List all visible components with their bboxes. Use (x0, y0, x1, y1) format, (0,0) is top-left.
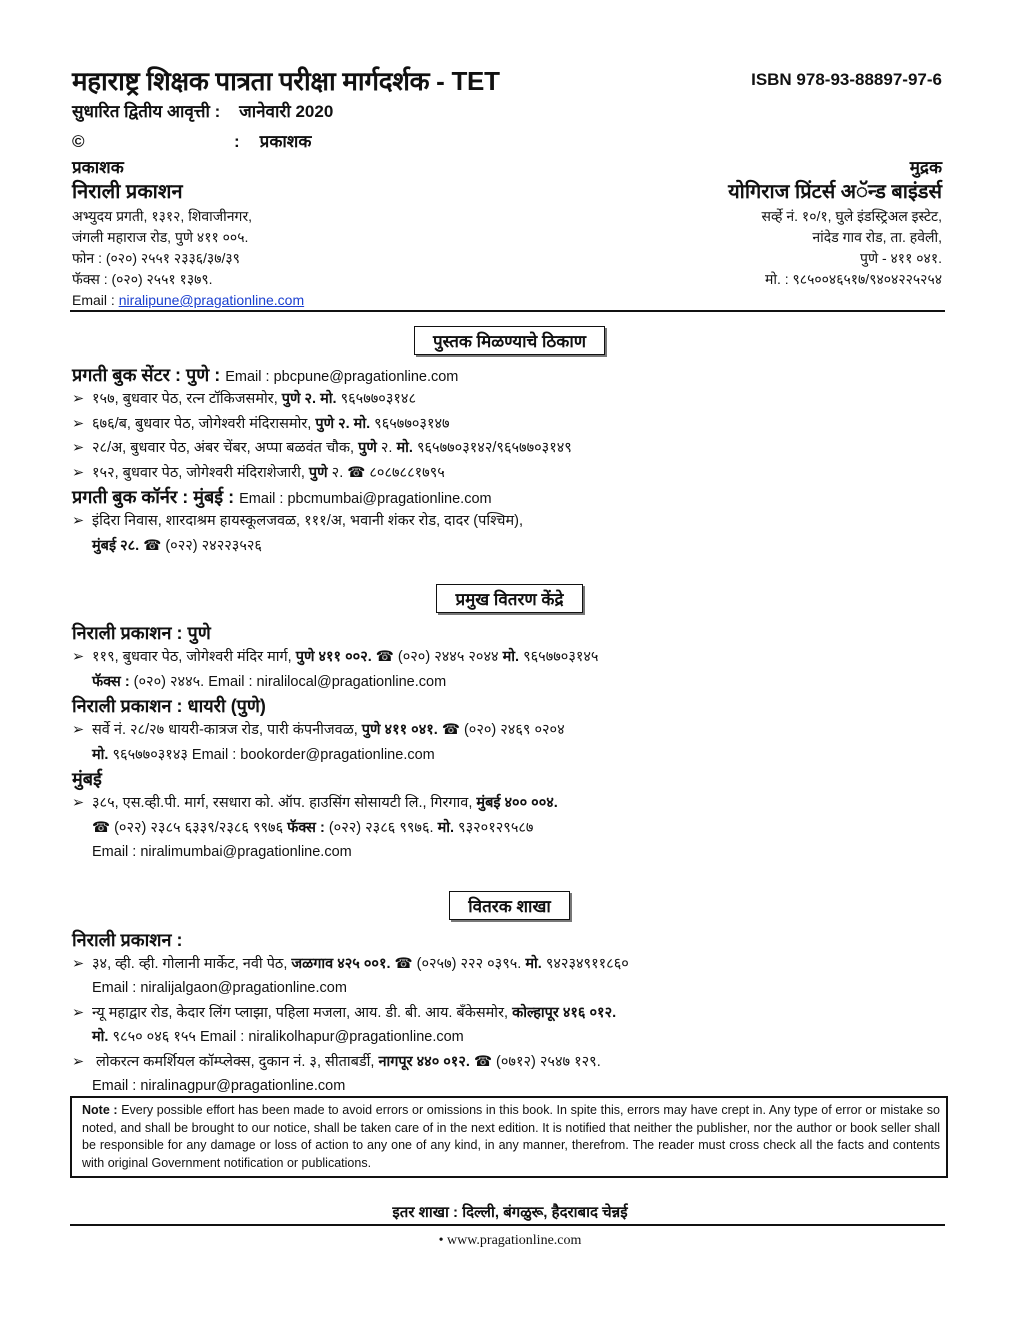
bullet-arrow-icon: ➢ (72, 795, 85, 811)
bullet-arrow-icon: ➢ (72, 440, 85, 456)
phone-icon: ☎ (375, 649, 394, 665)
bullet-arrow-icon: ➢ (72, 391, 85, 407)
bullet-arrow-icon: ➢ (72, 722, 85, 738)
address-line (72, 509, 947, 534)
text-segment: इंदिरा निवास, शारदाश्रम हायस्कूलजवळ, १११/अ, भवानी शंकर रोड, दादर (पश्चिम), (92, 513, 524, 529)
address-line (72, 645, 947, 670)
bullet-arrow-icon: ➢ (72, 649, 85, 665)
text-segment: (०२२) २४२२३५२६ (161, 537, 262, 554)
addresses-body (72, 322, 947, 1125)
address-line (72, 1074, 947, 1099)
email-label: Email : (72, 292, 119, 308)
text-segment: २. (376, 440, 397, 456)
divider (70, 1224, 945, 1226)
text-segment: पुणे ४११ ०४१. (361, 722, 438, 738)
publisher-fax: फॅक्स : (०२०) २५५१ १३७९. (72, 271, 213, 287)
text-segment: मो. (437, 819, 455, 836)
text-segment: प्रगती बुक कॉर्नर : मुंबई : (72, 487, 240, 507)
text-segment: ९४२३४९११८६० (541, 955, 629, 972)
address-line (72, 976, 947, 1001)
copyright-colon: : (234, 132, 240, 151)
text-segment: निराली प्रकाशन : पुणे (72, 623, 211, 643)
phone-icon: ☎ (143, 537, 162, 554)
text-segment: मुंबई ४०० ००४. (476, 795, 558, 811)
text-segment: सर्वे नं. २८/२७ धायरी-कात्रज रोड, पारी कंपनीजवळ, (92, 722, 362, 738)
address-line (72, 816, 947, 841)
printer-address-line: नांदेड गाव रोड, ता. हवेली, (812, 229, 942, 245)
text-segment: Email : pbcmumbai@pragationline.com (239, 491, 492, 507)
address-line (72, 791, 947, 816)
text-segment: Email : niralinagpur@pragationline.com (92, 1078, 346, 1094)
text-segment: मुंबई २८. (92, 537, 140, 554)
text-segment: Email : niralimumbai@pragationline.com (92, 844, 352, 860)
address-line (72, 412, 947, 437)
publisher-block (72, 157, 304, 311)
section-title-box: पुस्तक मिळण्याचे ठिकाण (414, 326, 605, 355)
edition-label: सुधारित द्वितीय आवृत्ती : (72, 102, 221, 121)
text-segment: ९८५० ०४६ १५५ Email : niralikolhapur@pragationline.com (108, 1029, 464, 1045)
phone-icon: ☎ (473, 1053, 493, 1070)
branch-heading (72, 485, 947, 509)
text-segment: पुणे ४११ ००२. (295, 649, 372, 665)
text-segment: पुणे २. मो. (315, 415, 371, 432)
text-segment: (०२२) २३८५ ६३३९/२३८६ ९९७६ (110, 819, 288, 836)
branch-heading (72, 621, 947, 645)
text-segment: मो. (92, 746, 109, 763)
section-title-wrap (72, 891, 947, 920)
text-segment: कोल्हापूर ४१६ ०१२. (512, 1004, 617, 1021)
text-segment: ९६५७७०३१४७ (370, 415, 450, 432)
printer-address-line: सर्व्हे नं. १०/१, घुले इंडस्ट्रिअल इस्टेट, (761, 208, 942, 224)
address-section (72, 326, 947, 558)
website: • www.pragationline.com (438, 1233, 582, 1248)
publisher-email-line (72, 290, 304, 311)
section-title-wrap (72, 326, 947, 355)
copyright-symbol: © (72, 132, 85, 151)
note-text: Every possible effort has been made to avoid errors or omissions in this book. In spite this, errors may have crept in. Any type of error or mistake so noted, and shall be brought to our notice, shall be taken care of in the next edition. It is notified that neither the publisher, nor the author or book seller shall be responsible for any damage or loss of action to any one of any kind, in any manner, therefrom. The reader must cross check all the facts and contents with original Government notification or publications. (82, 1103, 940, 1170)
text-segment: न्यू महाद्वार रोड, केदार लिंग प्लाझा, पहिला मजला, आय. डी. बी. आय. बँकेसमोर, (92, 1004, 513, 1021)
text-segment: ९६५७७०३१४५ (519, 649, 599, 665)
text-segment: Email : pbcpune@pragationline.com (225, 369, 459, 385)
edition-line (72, 99, 333, 122)
bullet-arrow-icon: ➢ (72, 955, 85, 972)
printer-name: योगिराज प्रिंटर्स अॅन्ड बाइंडर्स (728, 181, 942, 203)
printer-address-line: पुणे - ४११ ०४१. (860, 250, 942, 266)
text-segment: ९६५७७०३१४३ Email : bookorder@pragationline.com (108, 746, 435, 763)
text-segment: मुंबई (72, 769, 102, 789)
divider (70, 310, 945, 312)
branch-heading (72, 767, 947, 791)
publisher-address-line: जंगली महाराज रोड, पुणे ४११ ००५. (72, 229, 249, 245)
text-segment: Email : niralijalgaon@pragationline.com (92, 980, 347, 996)
address-line (72, 1025, 947, 1050)
publisher-name: निराली प्रकाशन (72, 181, 183, 203)
text-segment: नागपूर ४४० ०१२. (378, 1053, 470, 1070)
text-segment: ६७६/ब, बुधवार पेठ, जोगेश्वरी मंदिरासमोर, (92, 415, 316, 432)
text-segment: पुणे २. मो. (281, 391, 337, 407)
text-segment: मो. (525, 955, 542, 972)
phone-icon: ☎ (347, 464, 366, 481)
isbn: ISBN 978-93-88897-97-6 (751, 70, 942, 89)
text-segment: मो. (92, 1029, 109, 1045)
text-segment: २८/अ, बुधवार पेठ, अंबर चेंबर, अप्पा बळवंत चौक, (92, 440, 359, 456)
address-line (72, 1001, 947, 1026)
text-segment: ३४, व्ही. व्ही. गोलानी मार्केट, नवी पेठ, (92, 955, 292, 972)
copyright-line (72, 129, 311, 152)
address-section (72, 584, 947, 865)
branch-heading (72, 363, 947, 387)
address-line (72, 840, 947, 865)
printer-block (728, 157, 942, 290)
address-section (72, 891, 947, 1099)
text-segment: जळगाव ४२५ ००१. (291, 955, 391, 972)
phone-icon: ☎ (441, 722, 460, 738)
text-segment: ९६५७७०३१४८ (336, 391, 417, 407)
text-segment: (०२०) २४४५ २०४४ (393, 649, 503, 665)
text-segment: निराली प्रकाशन : धायरी (पुणे) (72, 696, 266, 716)
section-title-box: प्रमुख वितरण केंद्रे (436, 584, 582, 613)
copyright-holder: प्रकाशक (259, 132, 312, 151)
bullet-arrow-icon: ➢ (72, 1004, 85, 1021)
address-line (72, 952, 947, 977)
book-title: महाराष्ट्र शिक्षक पात्रता परीक्षा मार्गदर्शक - TET (72, 66, 500, 96)
publisher-address-line: अभ्युदय प्रगती, १३१२, शिवाजीनगर, (72, 208, 253, 224)
publisher-email-link[interactable]: niralipune@pragationline.com (118, 292, 305, 308)
text-segment: (०२२) २३८६ ९९७६. (324, 819, 438, 836)
text-segment: फॅक्स : (287, 819, 325, 836)
address-line (72, 436, 947, 461)
text-segment: ८०८७८८१७९५ (365, 464, 445, 481)
text-segment: (०७१२) २५४७ १२९. (492, 1053, 601, 1070)
note-box (70, 1096, 948, 1178)
phone-icon: ☎ (92, 819, 111, 836)
text-segment: ११९, बुधवार पेठ, जोगेश्वरी मंदिर मार्ग, (92, 649, 296, 665)
text-segment: (०२५७) २२२ ०३९५. (412, 955, 526, 972)
address-line (72, 670, 947, 695)
text-segment: मो. (502, 649, 520, 665)
address-line (72, 718, 947, 743)
text-segment: पुणे (358, 440, 377, 456)
branch-heading (72, 694, 947, 718)
phone-icon: ☎ (394, 955, 413, 972)
text-segment: लोकरत्न कमर्शियल कॉम्प्लेक्स, दुकान नं. ३, सीताबर्डी, (92, 1053, 379, 1070)
text-segment: १५२, बुधवार पेठ, जोगेश्वरी मंदिराशेजारी, (92, 464, 309, 481)
address-line (72, 534, 947, 559)
other-branches: इतर शाखा : दिल्ली, बंगळुरू, हैदराबाद चेन्नई (392, 1204, 628, 1221)
bullet-arrow-icon: ➢ (72, 1053, 85, 1070)
text-segment: प्रगती बुक सेंटर : पुणे : (72, 365, 226, 385)
address-line (72, 387, 947, 412)
text-segment: ३८५, एस.व्ही.पी. मार्ग, रसधारा को. ऑप. हाउसिंग सोसायटी लि., गिरगाव, (92, 795, 477, 811)
text-segment: पुणे (308, 464, 328, 481)
bullet-arrow-icon: ➢ (72, 464, 85, 481)
text-segment: फॅक्स : (92, 673, 130, 690)
bullet-arrow-icon: ➢ (72, 513, 85, 529)
publisher-heading: प्रकाशक (72, 158, 124, 177)
branch-heading (72, 928, 947, 952)
text-segment: १५७, बुधवार पेठ, रत्न टॉकिजसमोर, (92, 391, 282, 407)
address-line (72, 461, 947, 486)
publisher-phone: फोन : (०२०) २५५१ २३३६/३७/३९ (72, 250, 240, 266)
text-segment: ९३२०१२९५८७ (454, 819, 534, 836)
note-label: Note : (82, 1103, 118, 1117)
address-line (72, 743, 947, 768)
text-segment: निराली प्रकाशन : (72, 929, 183, 950)
section-title-box: वितरक शाखा (449, 891, 570, 920)
text-segment: (०२०) २४४५. Email : niralilocal@pragationline.com (129, 673, 447, 690)
edition-value: जानेवारी 2020 (239, 102, 334, 121)
printer-mobile: मो. : ९८५००४६५१७/९४०४२२५२५४ (764, 271, 942, 287)
text-segment: मो. (396, 440, 413, 456)
section-title-wrap (72, 584, 947, 613)
text-segment: ९६५७७०३१४२/९६५७७०३१४९ (412, 440, 572, 456)
text-segment: (०२०) २४६९ ०२०४ (459, 722, 565, 738)
printer-heading: मुद्रक (909, 158, 942, 177)
bullet-arrow-icon: ➢ (72, 415, 85, 432)
address-line (72, 1050, 947, 1075)
text-segment: २. (327, 464, 348, 481)
